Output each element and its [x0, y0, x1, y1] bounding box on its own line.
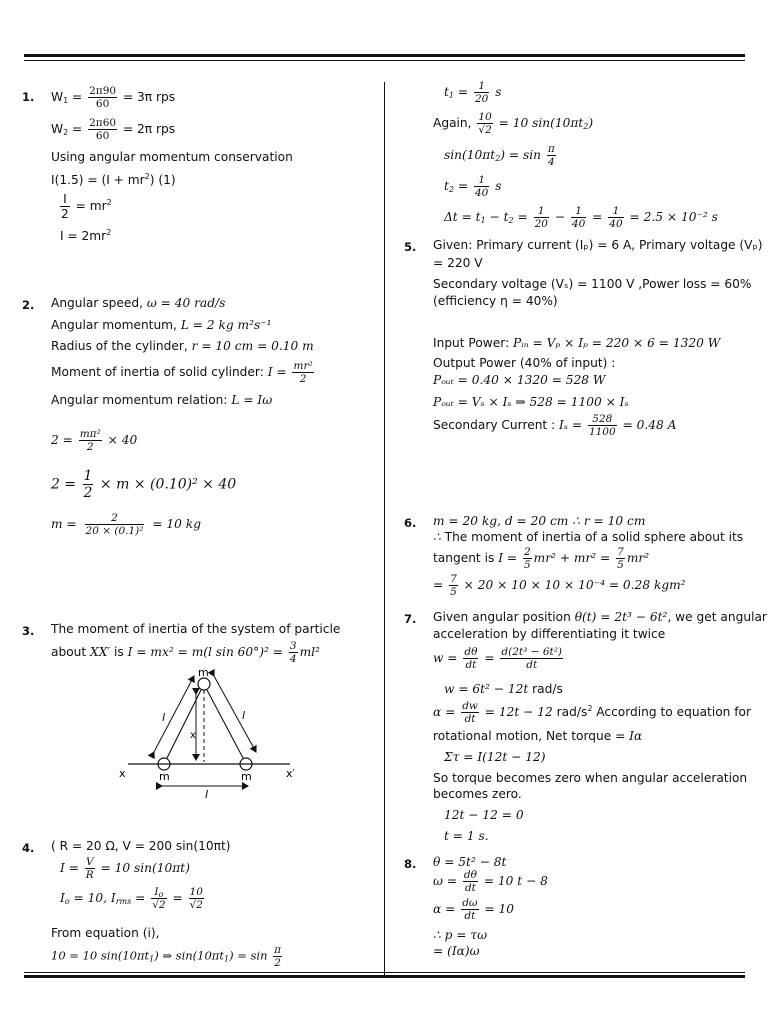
q3-line2-axis: XX′	[90, 645, 111, 660]
q4-line3-io-sub: o	[64, 897, 70, 907]
q8-line2-rhs: = 10 t − 8	[483, 874, 548, 889]
q5-line5	[433, 336, 720, 351]
q8-line4: ∴ p = τω	[433, 928, 488, 942]
q4-line3-frac2-den: √2	[189, 899, 203, 912]
q3-triangle-figure	[110, 662, 310, 802]
q4-line3-frac1	[151, 886, 166, 911]
q1-w1-rhs: = 3π rps	[122, 90, 176, 105]
q1-line4-sup: 2	[144, 172, 150, 181]
q2-eq1-num: mπ²	[79, 428, 101, 440]
q6-line3-end: mr²	[626, 551, 650, 566]
q7-line6	[433, 729, 642, 744]
q5-line9-frac	[588, 413, 617, 438]
fig-l-left: l	[162, 711, 166, 724]
q2-eq3-rhs: = 10 kg	[152, 517, 201, 532]
q7-line6-math: = Iα	[615, 729, 643, 743]
q1-line4	[51, 173, 176, 188]
cont-t1-unit: s	[495, 85, 502, 100]
q2-eq2-num: 1	[83, 468, 93, 484]
q3-line1: The moment of inertia of the system of particle	[51, 622, 341, 636]
q6-line3-frac2	[616, 546, 625, 571]
q2-number: 2.	[22, 298, 35, 312]
q2-line2	[51, 318, 272, 333]
cont-t2-eq: =	[457, 179, 469, 194]
q8-line3-frac	[461, 897, 478, 922]
fig-x-mid: x	[190, 730, 196, 741]
q8-line2-lhs: ω =	[433, 874, 458, 889]
cont-again-frac	[477, 111, 492, 136]
q8-line2	[433, 869, 548, 894]
cont-dt-c: =	[513, 210, 528, 225]
q8-line2-num: dθ	[463, 869, 477, 881]
fig-m-left: m	[159, 770, 170, 783]
q4-line5-b: ) ⇒ sin(10πt	[154, 948, 224, 963]
q4-line5	[51, 944, 284, 969]
cont-dt-d1: 20	[534, 218, 548, 231]
q2-line4-den: 2	[299, 373, 307, 386]
q1-line5	[58, 192, 112, 221]
q7-line3-eq: =	[484, 651, 495, 666]
q2-eq2-frac	[83, 468, 94, 501]
q1-w1-sub: 1	[63, 96, 69, 106]
q1-w1-lhs: W	[51, 90, 64, 105]
q8-number: 8.	[404, 857, 417, 871]
q8-line5: = (Iα)ω	[433, 944, 480, 958]
cont-again-den: √2	[478, 124, 492, 137]
top-rule-thick	[24, 54, 745, 57]
q7-line5	[433, 700, 751, 725]
q2-eq1-lhs: 2 =	[51, 433, 73, 448]
cont-dt-d3: 40	[609, 218, 623, 231]
q7-line3	[433, 646, 565, 671]
q4-line5-sub2: 1	[223, 954, 230, 964]
q1-w1-frac-num: 2π90	[89, 85, 117, 97]
q6-number: 6.	[404, 516, 417, 530]
right-side-line	[207, 690, 246, 758]
q8-line2-frac	[463, 869, 478, 894]
cont-sin2-num: π	[547, 143, 555, 155]
q5-line9	[433, 413, 676, 438]
q1-line5-rhs: = mr	[75, 199, 107, 214]
q7-line7: Στ = I(12t − 12)	[444, 750, 546, 764]
q7-line1-math: θ(t) = 2t³ − 6t²	[574, 610, 668, 624]
q8-line3-rhs: = 10	[484, 902, 514, 917]
cont-t2	[444, 174, 501, 199]
q6-line3-d2: 5	[617, 559, 624, 572]
q2-line3	[51, 339, 314, 354]
cont-t2-t: t	[444, 179, 449, 194]
q6-line3-mid: mr² + mr² =	[533, 551, 611, 566]
q3-line2-num: 3	[289, 640, 297, 652]
q7-line1-a: Given angular position	[433, 610, 575, 624]
fig-m-right: m	[241, 770, 252, 783]
q1-line5-den: 2	[61, 207, 69, 222]
q8-line3-lhs: α =	[433, 902, 456, 917]
q4-line3-frac2-num: 10	[189, 886, 203, 898]
q5-line9-num: 528	[588, 413, 617, 426]
q6-line3-d1: 5	[523, 559, 531, 572]
q4-line3-frac1-sub: o	[158, 890, 164, 899]
q7-line6-text: rotational motion, Net torque	[433, 729, 616, 743]
q8-line3	[433, 897, 514, 922]
q4-line2-num: V	[85, 856, 94, 868]
cont-t1-den: 20	[474, 93, 489, 106]
q8-line1: θ = 5t² − 8t	[433, 855, 507, 869]
q7-line3-n1: dθ	[464, 646, 478, 658]
q1-line6	[60, 229, 111, 244]
q2-line1	[51, 296, 225, 311]
q5-line9-lhs: Iₛ =	[559, 418, 583, 433]
cont-dt-frac2	[571, 205, 586, 230]
q2-line3-math: r = 10 cm = 0.10 m	[191, 339, 314, 353]
q2-eq2	[51, 468, 236, 501]
q1-line4-a: I(1.5) = (I + mr	[51, 173, 145, 187]
q1-line4-b: ) (1)	[149, 173, 176, 187]
q2-eq2-lhs: 2 =	[51, 476, 77, 493]
q6-line4-den: 5	[450, 586, 457, 599]
left-length-arrow	[154, 676, 194, 752]
q7-line2: acceleration by differentiating it twice	[433, 627, 666, 641]
q4-line5-c: ) = sin	[229, 948, 268, 963]
q7-line10: 12t − 12 = 0	[444, 808, 524, 822]
q6-line3-label: tangent is	[433, 551, 499, 566]
q2-eq2-den: 2	[83, 485, 93, 502]
q7-line3-frac2	[500, 646, 563, 671]
q7-line4-unit: rad/s	[528, 682, 563, 696]
q2-line1-math: ω = 40 rad/s	[146, 296, 226, 310]
q6-line3-n1: 2	[523, 546, 531, 558]
q4-line2-den: R	[85, 869, 94, 882]
q7-line9: becomes zero.	[433, 787, 522, 801]
q4-line3-frac1-num	[151, 886, 166, 899]
q6-line4-eq: =	[433, 578, 444, 593]
cont-dt-end: = 2.5 × 10⁻² s	[629, 210, 718, 225]
q3-line2-math: I = mx² = m(l sin 60°)² =	[127, 645, 283, 660]
q4-line2-lhs: I =	[60, 861, 79, 876]
q7-line5-unit: rad/s	[552, 705, 588, 720]
q5-line2: = 220 V	[433, 256, 483, 270]
q2-eq3-frac	[85, 512, 145, 537]
q7-line3-lhs: w =	[433, 651, 458, 666]
q2-eq1-frac	[79, 428, 102, 453]
cont-t1-eq: =	[457, 85, 469, 100]
q8-line2-den: dt	[464, 882, 476, 895]
cont-dt-n3: 1	[608, 205, 623, 218]
q6-line3-lhs: I =	[498, 551, 518, 566]
q4-line3-eq2: =	[172, 891, 183, 906]
q4-line3-frac2	[189, 886, 204, 911]
cont-dt-sub1: 1	[480, 216, 486, 226]
q1-w2-sub: 2	[63, 128, 69, 138]
q2-line4-label: Moment of inertia of solid cylinder:	[51, 365, 268, 380]
q5-line1: Given: Primary current (Iₚ) = 6 A, Primary voltage (Vₚ)	[433, 238, 763, 252]
cont-dt-frac3	[608, 205, 623, 230]
q2-line5-math: L = Iω	[231, 393, 273, 407]
q1-w2-frac-den: 60	[95, 130, 110, 143]
cont-t2-frac	[474, 174, 489, 199]
top-rule-thin	[24, 60, 745, 61]
q1-w2-lhs: W	[51, 122, 64, 137]
q2-line5	[51, 393, 272, 408]
cont-sin2-sub: 2	[495, 154, 501, 164]
q4-line3-irms: = 10, I	[73, 891, 116, 906]
q6-line3-n2: 7	[617, 546, 624, 558]
q5-line4: (efficiency η = 40%)	[433, 294, 558, 308]
q2-line4-num: mr²	[293, 360, 313, 372]
q5-line9-label: Secondary Current :	[433, 418, 560, 433]
q4-line5-num: π	[274, 944, 282, 956]
q7-line5-frac	[461, 700, 479, 725]
q2-eq3-num: 2	[85, 512, 145, 525]
cont-dt-sub2: 2	[508, 216, 514, 226]
q1-line3: Using angular momentum conservation	[51, 150, 293, 164]
cont-sin2-a: sin(10πt	[444, 148, 496, 163]
q7-line5-den: dt	[464, 713, 476, 726]
q7-line11: t = 1 s.	[444, 829, 489, 843]
q3-line2-is: is	[110, 645, 128, 660]
q3-line2-den: 4	[289, 653, 297, 666]
q2-eq2-rhs: × m × (0.10)² × 40	[99, 476, 237, 493]
cont-again-rhs: = 10 sin(10πt	[498, 116, 584, 131]
cont-dt-n2: 1	[571, 205, 586, 218]
q6-line2-therefore: ∴	[433, 530, 445, 544]
q6-line3	[433, 546, 649, 571]
q1-w2-line: $W_2$ = $\frac{2\pi 60}{60}$ = 2π rps	[51, 117, 176, 143]
q1-number: 1.	[22, 90, 35, 104]
q6-line4-rhs: × 20 × 10 × 10 × 10⁻⁴ = 0.28 kgm²	[463, 578, 686, 593]
q6-line3-frac1	[523, 546, 532, 571]
cont-t1-frac	[474, 80, 489, 105]
cont-dt-minus: −	[554, 210, 566, 225]
q2-eq3-lhs: m =	[51, 517, 77, 532]
q1-line5-frac	[60, 192, 70, 221]
q2-line2-math: L = 2 kg m²s⁻¹	[180, 318, 272, 332]
q1-w1-frac-den: 60	[95, 98, 110, 111]
q2-line1-label: Angular speed,	[51, 296, 147, 310]
q4-line1: ( R = 20 Ω, V = 200 sin(10πt)	[51, 839, 231, 853]
q4-line5-den: 2	[274, 957, 281, 970]
fig-x-right: x′	[286, 767, 296, 780]
q2-eq1-rhs: × 40	[107, 433, 138, 448]
cont-again-label: Again,	[433, 116, 476, 131]
q7-line5-num: dw	[462, 700, 478, 712]
q4-line3-eq1: =	[135, 891, 146, 906]
q4-line5-frac	[273, 944, 282, 969]
q2-line4	[51, 360, 316, 385]
q7-line4-math: w = 6t² − 12t	[444, 682, 529, 696]
q7-line8: So torque becomes zero when angular acceleration	[433, 771, 748, 785]
q2-line5-label: Angular momentum relation:	[51, 393, 232, 407]
q7-line3-d2: dt	[526, 659, 538, 672]
q5-line9-den: 1100	[588, 426, 616, 439]
cont-dt-frac1	[534, 205, 549, 230]
q4-number: 4.	[22, 841, 35, 855]
q5-line6: Output Power (40% of input) :	[433, 356, 616, 370]
q4-line3-frac1-den: √2	[152, 899, 166, 912]
q6-line4-num: 7	[450, 573, 457, 585]
q2-line4-frac	[292, 360, 313, 385]
q6-line4-frac	[449, 573, 458, 598]
q8-line3-den: dt	[464, 910, 476, 923]
cont-t2-num: 1	[474, 174, 489, 187]
cont-again	[433, 111, 593, 136]
q3-line2-a: about	[51, 645, 91, 660]
q4-line2	[60, 856, 190, 881]
q7-line1	[433, 610, 767, 625]
q7-line1-c: , we get angular	[667, 610, 767, 624]
cont-sin2-b: ) = sin	[500, 148, 541, 163]
q3-number: 3.	[22, 624, 35, 638]
q3-line2-end: ml²	[299, 645, 320, 660]
q4-line4: From equation (i),	[51, 926, 160, 940]
q2-eq3-den: 20 × (0.1)²	[85, 525, 144, 538]
q1-w2-rhs: = 2π rps	[122, 122, 176, 137]
q1-line5-num: I	[60, 192, 70, 207]
q7-line5-sup: 2	[587, 704, 593, 714]
q4-line3-io: I	[60, 891, 65, 906]
q2-line2-label: Angular momentum,	[51, 318, 181, 332]
q5-line5-label: Input Power:	[433, 336, 514, 350]
q1-line6-sup: 2	[106, 228, 112, 237]
q7-line5-text: According to equation for	[592, 705, 752, 720]
q7-line5-lhs: α =	[433, 705, 456, 720]
q5-line5-math: Pᵢₙ = Vₚ × Iₚ = 220 × 6 = 1320 W	[513, 336, 721, 350]
q5-line3: Secondary voltage (Vₛ) = 1100 V ,Power loss = 60%	[433, 277, 752, 291]
fig-x-left: x	[119, 767, 126, 780]
q1-w1-line: $W_1$ = $\frac{2\pi 90}{60}$ = 3π rps	[51, 85, 176, 111]
q7-number: 7.	[404, 612, 417, 626]
q2-eq1-den: 2	[86, 441, 94, 454]
q5-number: 5.	[404, 240, 417, 254]
q8-line3-num: dω	[462, 897, 478, 909]
q2-line4-lhs: I =	[267, 365, 287, 380]
cont-delta-t	[444, 205, 718, 230]
q4-line3	[60, 886, 206, 911]
cont-sin2-frac	[547, 143, 556, 168]
q2-line3-label: Radius of the cylinder,	[51, 339, 192, 353]
q1-w2-frac	[88, 117, 117, 142]
cont-t2-den: 40	[474, 187, 489, 200]
q6-line1: m = 20 kg, d = 20 cm ∴ r = 10 cm	[433, 514, 646, 528]
q4-line3-frac1-i: I	[154, 886, 159, 898]
q6-line2-text: The moment of inertia of a solid sphere about its	[444, 530, 744, 544]
cont-sin2-den: 4	[547, 156, 555, 169]
q5-line9-rhs: = 0.48 A	[622, 418, 677, 433]
q4-line5-a: 10 = 10 sin(10πt	[51, 948, 150, 963]
top-mass-circle	[198, 678, 210, 690]
cont-again-sub: 2	[583, 122, 589, 132]
q1-w2-frac-num: 2π60	[89, 117, 117, 129]
cont-dt-b: − t	[485, 210, 509, 225]
q4-line2-frac	[85, 856, 95, 881]
q7-line3-d1: dt	[465, 659, 477, 672]
q2-eq1	[51, 428, 137, 453]
cont-t1-sub: 1	[448, 91, 454, 101]
cont-again-close: )	[588, 116, 594, 131]
cont-t2-unit: s	[495, 179, 502, 194]
q5-line7: Pₒᵤₜ = 0.40 × 1320 = 528 W	[433, 373, 606, 387]
q7-line3-frac1	[463, 646, 478, 671]
q2-eq3	[51, 512, 201, 537]
cont-again-num: 10	[478, 111, 492, 123]
cont-t2-sub: 2	[448, 185, 454, 195]
q4-line5-sub1: 1	[149, 954, 155, 964]
fig-m-top: m	[198, 666, 209, 679]
cont-t1	[444, 80, 501, 105]
cont-t1-num: 1	[474, 80, 489, 93]
q5-line8: Pₒᵤₜ = Vₛ × Iₛ ⇒ 528 = 1100 × Iₛ	[433, 395, 629, 409]
cont-dt-eq: =	[592, 210, 603, 225]
cont-dt-n1: 1	[534, 205, 549, 218]
q4-line2-rhs: = 10 sin(10πt)	[100, 861, 190, 876]
column-divider	[384, 82, 385, 976]
cont-dt-a: Δt = t	[444, 210, 481, 225]
cont-dt-d2: 40	[571, 218, 586, 231]
cont-t1-t: t	[444, 85, 449, 100]
q6-line2	[433, 530, 743, 545]
q4-line3-irms-sub: rms	[115, 897, 132, 907]
q7-line4	[444, 682, 563, 697]
fig-l-right: l	[242, 709, 246, 722]
q1-w1-frac	[88, 85, 117, 110]
q7-line5-math: = 12t − 12	[484, 705, 553, 720]
cont-sin2	[444, 143, 558, 168]
q1-line5-sup: 2	[106, 198, 112, 208]
q6-line4	[433, 573, 686, 598]
q7-line3-n2: d(2t³ − 6t²)	[501, 646, 563, 658]
fig-l-bottom: l	[205, 788, 209, 801]
q1-line6-a: I = 2mr	[60, 229, 107, 243]
